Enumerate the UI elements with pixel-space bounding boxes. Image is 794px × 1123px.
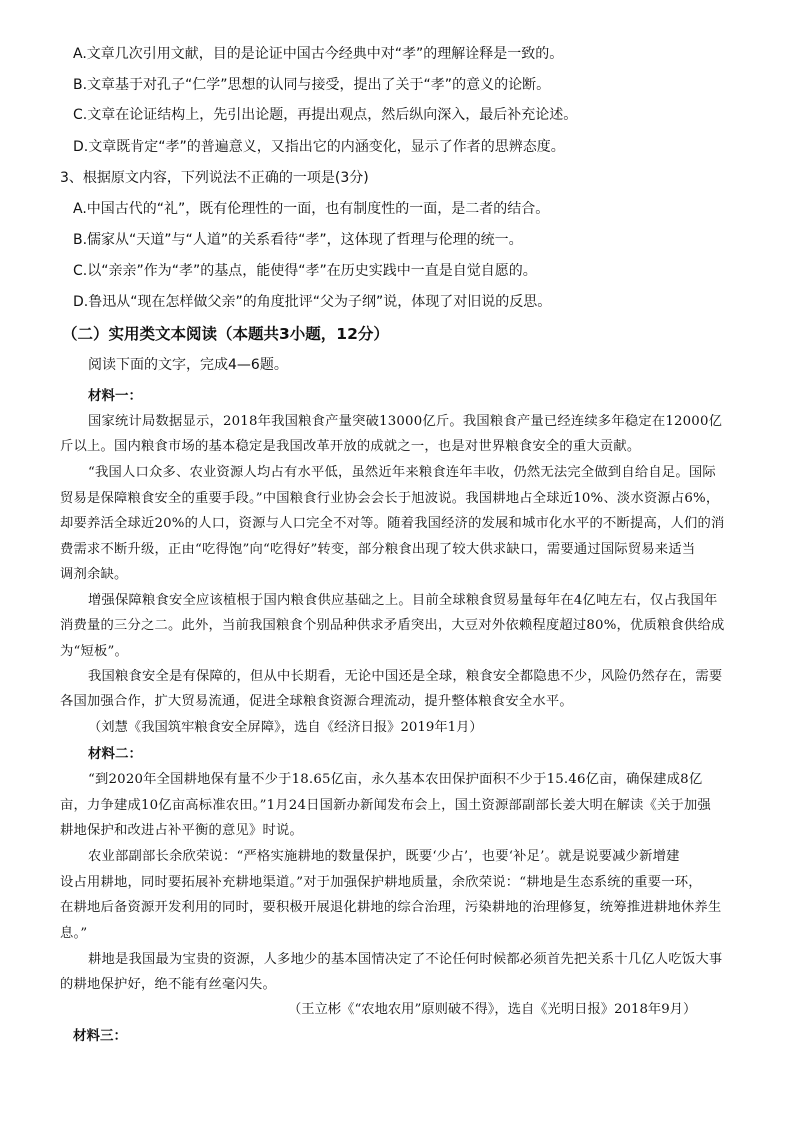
material1-line: “我国人口众多、农业资源人均占有水平低，虽然近年来粮食连年丰收，仍然无法完全做到自给自足。国际 [88, 465, 716, 480]
q2-option-a: A.文章几次引用文献，目的是论证中国古今经典中对“孝”的理解诠释是一致的。 [73, 46, 564, 62]
q3-option-d: D.鲁迅从“现在怎样做父亲”的角度批评“父为子纲”说，体现了对旧说的反思。 [73, 294, 552, 310]
material1-line: 却要养活全球近20%的人口，资源与人口完全不对等。随着我国经济的发展和城市化水平的不断提高，人们的消 [60, 516, 725, 531]
material1-source: （刘慧《我国筑牢粮食安全屏障》，选自《经济日报》2019年1月） [88, 720, 483, 735]
material2-heading: 材料二： [88, 746, 142, 762]
material3-heading: 材料三： [73, 1028, 127, 1044]
material2-source: （王立彬《“农地农用”原则破不得》，选自《光明日报》2018年9月） [288, 1002, 697, 1017]
material2-line: 设占用耕地，同时要拓展补充耕地渠道。”对于加强保护耕地质量，余欣荣说：“耕地是生态系统的重要一环， [60, 875, 702, 890]
material1-line: 贸易是保障粮食安全的重要手段。”中国粮食行业协会会长于旭波说。我国耕地占全球近10%、淡水资源占6%， [60, 491, 720, 506]
material2-line: 农业部副部长余欣荣说：“严格实施耕地的数量保护，既要‘少占’，也要‘补足’。就是说要减少新增建 [88, 849, 680, 864]
material1-line: 增强保障粮食安全应该植根于国内粮食供应基础之上。目前全球粮食贸易量每年在4亿吨左右，仅占我国年 [88, 593, 718, 608]
q3-question: 3、根据原文内容，下列说法不正确的一项是(3分) [60, 170, 369, 186]
section-instruction: 阅读下面的文字，完成4—6题。 [88, 357, 288, 373]
material2-line: 耕地是我国最为宝贵的资源，人多地少的基本国情决定了不论任何时候都必须首先把关系十几亿人吃饭大事 [88, 952, 723, 967]
material1-heading: 材料一： [88, 388, 142, 404]
q2-option-b: B.文章基于对孔子“仁学”思想的认同与接受，提出了关于“孝”的意义的论断。 [73, 77, 551, 93]
material2-line: 在耕地后备资源开发利用的同时，要积极开展退化耕地的综合治理，污染耕地的治理修复，统筹推进耕地休养生 [60, 900, 722, 915]
q3-option-c: C.以“亲亲”作为“孝”的基点，能使得“孝”在历史实践中一直是自觉自愿的。 [73, 263, 537, 279]
material2-line: “到2020年全国耕地保有量不少于18.65亿亩，永久基本农田保护面积不少于15.46亿亩，确保建成8亿 [88, 772, 703, 787]
material1-line: 消费量的三分之二。此外，当前我国粮食个别品种供求矛盾突出，大豆对外依赖程度超过80%，优质粮食供给成 [60, 618, 725, 633]
material1-line: 调剂余缺。 [60, 567, 128, 582]
material1-line: 为“短板”。 [60, 644, 128, 659]
material1-line: 费需求不断升级，正由“吃得饱”向“吃得好”转变，部分粮食出现了较大供求缺口，需要通过国际贸易来适当 [60, 542, 696, 557]
material1-line: 斤以上。国内粮食市场的基本稳定是我国改革开放的成就之一，也是对世界粮食安全的重大贡献。 [60, 439, 641, 454]
q2-option-d: D.文章既肯定“孝”的普遍意义，又指出它的内涵变化，显示了作者的思辨态度。 [73, 139, 565, 155]
q3-option-b: B.儒家从“天道”与“人道”的关系看待“孝”，这体现了哲理与伦理的统一。 [73, 232, 523, 248]
material2-line: 的耕地保护好，绝不能有丝毫闪失。 [60, 977, 276, 992]
q3-option-a: A.中国古代的“礼”，既有伦理性的一面，也有制度性的一面，是二者的结合。 [73, 201, 550, 217]
material2-line: 息。” [60, 926, 88, 941]
section-title: （二）实用类文本阅读（本题共3小题，12分） [62, 325, 389, 343]
material2-line: 耕地保护和改进占补平衡的意见》时说。 [60, 823, 303, 838]
material1-line: 各国加强合作，扩大贸易流通，促进全球粮食资源合理流动，提升整体粮食安全水平。 [60, 694, 573, 709]
material1-line: 我国粮食安全是有保障的，但从中长期看，无论中国还是全球，粮食安全都隐患不少，风险仍然存在，需要 [88, 669, 723, 684]
material1-line: 国家统计局数据显示，2018年我国粮食产量突破13000亿斤。我国粮食产量已经连续多年稳定在12000亿 [88, 414, 723, 429]
material2-line: 亩，力争建成10亿亩高标准农田。”1月24日国新办新闻发布会上，国土资源部副部长姜大明在解读《关于加强 [60, 798, 712, 813]
q2-option-c: C.文章在论证结构上，先引出论题，再提出观点，然后纵向深入，最后补充论述。 [73, 107, 578, 123]
